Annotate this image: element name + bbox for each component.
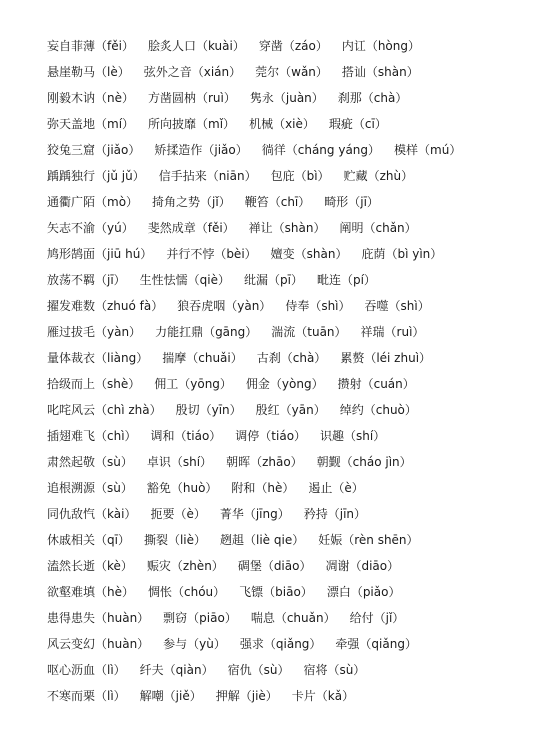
vocab-item: 量体裁衣（liàng）	[47, 351, 149, 365]
vocab-item: 附和（hè）	[231, 481, 295, 495]
vocab-item: 踽踽独行（jǔ jǔ）	[47, 169, 145, 183]
vocab-item: 力能扛鼎（gāng）	[155, 325, 258, 339]
vocab-item: 惆怅（chóu）	[148, 585, 226, 599]
vocab-item: 卡片（kǎ）	[291, 689, 355, 703]
vocab-row	[47, 553, 541, 579]
vocab-item: 并行不悖（bèi）	[166, 247, 257, 261]
vocab-item: 赈灾（zhèn）	[146, 559, 224, 573]
vocab-row	[47, 397, 541, 423]
vocab-item: 弥天盖地（mí）	[47, 117, 135, 131]
vocab-row	[47, 683, 541, 709]
vocab-item: 古刹（chà）	[256, 351, 327, 365]
vocab-row	[47, 163, 541, 189]
vocab-row	[47, 215, 541, 241]
vocab-item: 雁过拔毛（yàn）	[47, 325, 142, 339]
vocab-item: 矜持（jīn）	[303, 507, 367, 521]
vocab-item: 禅让（shàn）	[248, 221, 326, 235]
vocab-item: 搭讪（shàn）	[341, 65, 419, 79]
vocab-row	[47, 345, 541, 371]
vocab-item: 鸠形鹄面（jiū hú）	[47, 247, 153, 261]
vocab-item: 豁免（huò）	[146, 481, 218, 495]
vocab-item: 追根溯源（sù）	[47, 481, 133, 495]
vocab-item: 瑕疵（cī）	[328, 117, 387, 131]
vocab-item: 喘息（chuǎn）	[250, 611, 336, 625]
vocab-item: 凋谢（diāo）	[325, 559, 400, 573]
vocab-item: 参与（yù）	[163, 637, 226, 651]
vocab-row	[47, 111, 541, 137]
vocab-item: 吞噬（shì）	[364, 299, 430, 313]
vocab-row	[47, 371, 541, 397]
vocab-item: 拾级而上（shè）	[47, 377, 141, 391]
vocab-row	[47, 85, 541, 111]
vocab-item: 刹那（chà）	[337, 91, 408, 105]
vocab-item: 所向披靡（mǐ）	[148, 117, 236, 131]
vocab-item: 纤夫（qiàn）	[139, 663, 214, 677]
vocab-item: 撕裂（liè）	[143, 533, 207, 547]
vocab-item: 呕心沥血（lì）	[47, 663, 126, 677]
vocab-item: 刚毅木讷（nè）	[47, 91, 134, 105]
vocab-item: 朝晖（zhāo）	[226, 455, 303, 469]
vocab-item: 狼吞虎咽（yàn）	[177, 299, 272, 313]
vocab-item: 畸形（jī）	[324, 195, 379, 209]
vocab-item: 方凿圆枘（ruì）	[148, 91, 236, 105]
vocab-item: 阐明（chǎn）	[339, 221, 417, 235]
vocab-item: 徜徉（cháng yáng）	[261, 143, 381, 157]
vocab-item: 弦外之音（xián）	[143, 65, 242, 79]
vocab-row	[47, 267, 541, 293]
vocab-item: 牵强（qiǎng）	[335, 637, 417, 651]
vocab-item: 调和（tiáo）	[150, 429, 222, 443]
vocab-item: 妄自菲薄（fěi）	[47, 39, 134, 53]
vocab-row	[47, 631, 541, 657]
vocab-row	[47, 449, 541, 475]
vocab-item: 识趣（shí）	[320, 429, 386, 443]
vocab-item: 休戚相关（qī）	[47, 533, 130, 547]
vocab-row	[47, 59, 541, 85]
vocab-row	[47, 605, 541, 631]
vocab-item: 押解（jiè）	[215, 689, 278, 703]
vocab-item: 莞尔（wǎn）	[255, 65, 328, 79]
vocab-item: 佣工（yōng）	[154, 377, 232, 391]
vocab-item: 菁华（jīng）	[219, 507, 290, 521]
vocab-item: 欲壑难填（hè）	[47, 585, 134, 599]
vocab-item: 趔趄（liè qie）	[220, 533, 305, 547]
vocab-item: 卓识（shí）	[146, 455, 213, 469]
vocab-item: 矢志不渝（yú）	[47, 221, 134, 235]
vocab-item: 狡兔三窟（jiǎo）	[47, 143, 141, 157]
vocab-item: 脍炙人口（kuài）	[147, 39, 245, 53]
vocab-item: 佣金（yòng）	[245, 377, 324, 391]
vocab-item: 不寒而栗（lì）	[47, 689, 126, 703]
vocab-item: 悬崖勒马（lè）	[47, 65, 130, 79]
vocab-item: 累赘（léi zhuì）	[340, 351, 432, 365]
vocab-item: 通衢广陌（mò）	[47, 195, 139, 209]
vocab-item: 斐然成章（fěi）	[147, 221, 235, 235]
vocab-item: 鞭笞（chī）	[244, 195, 311, 209]
vocab-row	[47, 33, 541, 59]
vocab-row	[47, 527, 541, 553]
vocab-item: 揣摩（chuǎi）	[162, 351, 243, 365]
vocab-row	[47, 501, 541, 527]
vocab-row	[47, 319, 541, 345]
vocab-item: 穿凿（záo）	[258, 39, 328, 53]
vocab-item: 侍奉（shì）	[285, 299, 351, 313]
vocab-item: 插翅难飞（chì）	[47, 429, 137, 443]
vocab-item: 殷红（yān）	[255, 403, 326, 417]
vocab-item: 妊娠（rèn shēn）	[318, 533, 419, 547]
vocab-item: 宿将（sù）	[303, 663, 366, 677]
vocab-item: 扼要（è）	[150, 507, 206, 521]
vocab-item: 宿仇（sù）	[227, 663, 290, 677]
vocab-row	[47, 241, 541, 267]
vocab-item: 嬗变（shàn）	[270, 247, 348, 261]
vocab-item: 绰约（chuò）	[339, 403, 417, 417]
vocab-item: 包庇（bì）	[270, 169, 330, 183]
vocab-item: 飞镖（biāo）	[239, 585, 313, 599]
vocab-row	[47, 475, 541, 501]
vocab-item: 擢发难数（zhuó fà）	[47, 299, 164, 313]
vocab-item: 模样（mú）	[394, 143, 462, 157]
vocab-row	[47, 423, 541, 449]
vocab-item: 内讧（hòng）	[341, 39, 420, 53]
vocab-item: 祥瑞（ruì）	[360, 325, 425, 339]
vocab-item: 同仇敌忾（kài）	[47, 507, 137, 521]
vocab-item: 湍流（tuān）	[271, 325, 347, 339]
vocab-item: 殷切（yīn）	[175, 403, 242, 417]
vocab-item: 毗连（pí）	[316, 273, 376, 287]
vocab-item: 患得患失（huàn）	[47, 611, 150, 625]
vocab-row	[47, 137, 541, 163]
vocab-item: 解嘲（jiě）	[139, 689, 202, 703]
vocab-item: 贮藏（zhù）	[343, 169, 414, 183]
vocab-item: 肃然起敬（sù）	[47, 455, 133, 469]
vocab-item: 剽窃（piāo）	[163, 611, 237, 625]
vocab-item: 攒射（cuán）	[337, 377, 415, 391]
vocab-item: 给付（jǐ）	[349, 611, 405, 625]
vocab-row	[47, 579, 541, 605]
vocab-row	[47, 293, 541, 319]
vocab-item: 生性怯懦（qiè）	[139, 273, 231, 287]
vocab-item: 信手拈来（niān）	[158, 169, 257, 183]
vocab-item: 遏止（è）	[308, 481, 364, 495]
vocab-item: 庇荫（bì yìn）	[361, 247, 443, 261]
vocab-item: 放荡不羁（jī）	[47, 273, 126, 287]
vocab-item: 掎角之势（jǐ）	[152, 195, 231, 209]
vocab-item: 朝觐（cháo jìn）	[316, 455, 412, 469]
vocab-item: 溘然长逝（kè）	[47, 559, 133, 573]
vocab-item: 强求（qiǎng）	[239, 637, 322, 651]
vocab-item: 纰漏（pī）	[244, 273, 303, 287]
vocab-item: 机械（xiè）	[249, 117, 315, 131]
vocab-item: 隽永（juàn）	[249, 91, 324, 105]
vocab-item: 调停（tiáo）	[235, 429, 307, 443]
vocab-item: 叱咤风云（chì zhà）	[47, 403, 162, 417]
vocab-item: 矫揉造作（jiǎo）	[154, 143, 248, 157]
vocab-row	[47, 657, 541, 683]
vocab-item: 碉堡（diāo）	[237, 559, 312, 573]
vocab-item: 风云变幻（huàn）	[47, 637, 150, 651]
vocab-item: 漂白（piǎo）	[326, 585, 401, 599]
vocab-row	[47, 189, 541, 215]
